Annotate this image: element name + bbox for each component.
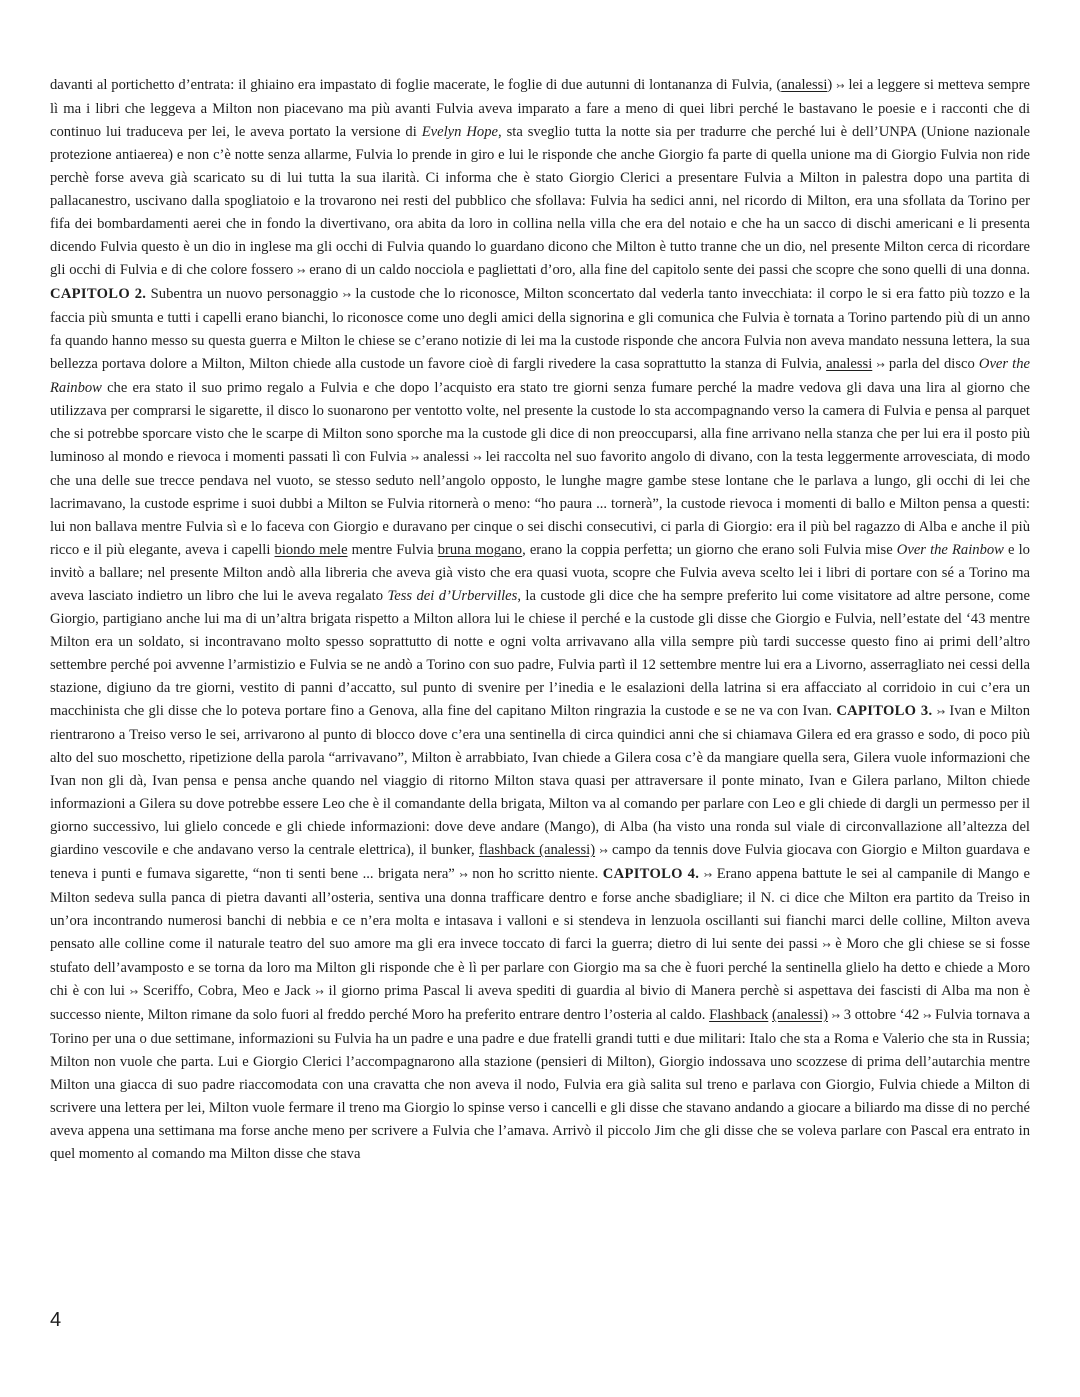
work-title: Over the Rainbow [896, 542, 1004, 558]
arrow-icon: ↣ [459, 870, 468, 881]
text-run: parla del disco [884, 356, 979, 372]
arrow-icon: ↣ [936, 707, 946, 718]
arrow-icon: ↣ [831, 1011, 841, 1022]
text-run: ) [827, 77, 837, 93]
arrow-icon: ↣ [410, 453, 420, 464]
text-run: , sta sveglio tutta la notte sia per tradurre che perché lui è dell’UNPA (Unione nazionale protezione antiaerea) e non c’è notte senza allarme, Fulvia lo prende in giro e lui le risponde che anche Giorgio fa parte di quella unione ma di Giorgio Fulvia non ride perchè forse aveva già scaricato su di lui tutta la sua ilarità. Ci informa che è stato Giorgio Clerici a presentare Fulvia a Milton in palestra dopo una partita di pallacanestro, uscivano dalla spogliatoio e la trovarono nei resti del pubblico che sfollava: Fulvia ha sedici anni, nel ricordo di Milton, era una sfollata da Torino per fifa dei bombardamenti aerei che in fondo la divertivano, ora abita da loro in collina nella villa che era del notaio e che ha un sacco di dischi americani e li presenta dicendo Fulvia questo è un dio in inglese ma gli occhi di Fulvia quando lo guardano dicono che Milton è tutto tranne che un dio, nel presente Milton cerca di ricordare gli occhi di Fulvia e di che colore fossero [50, 124, 1030, 278]
arrow-icon: ↣ [599, 846, 608, 857]
text-run: , erano la coppia perfetta; un giorno che erano soli Fulvia mise [522, 542, 897, 558]
arrow-icon: ↣ [822, 940, 831, 951]
text-run: analessi [419, 449, 474, 465]
text-run: , la custode gli dice che ha sempre preferito lui come visitatore ad altre persone, come Giorgio, partigiano anche lui ma di un’altra brigata rispetto a Milton allora lui le chiese il perché e la custode gli disse che Giorgio e Fulvia, nell’estate del ‘43 mentre Milton era un soldato, si incontravano molto spesso soprattutto di notte e ogni volta arrivavano alla villa sempre più tardi successe questo fino ai primi dell’altro settembre perché poi avvenne l’armistizio e Fulvia se ne andò a Torino con suo padre, Fulvia partì il 12 settembre mentre lui era a Livorno, asserragliato nei cessi della stazione, digiuno da tre giorni, vestito di panni d’accatto, sul punto di svenire per l’inedia e le esalazioni della latrina si era affacciato al corridoio in cui c’era un macchinista che gli disse che lo poteva portare fino a Genova, alla fine del capitano Milton ringrazia la custode e se ne va con Ivan. [50, 588, 1030, 719]
text-run: che era stato il suo primo regalo a Fulvia e che dopo l’acquisto era stato tre giorni senza fumare perché la madre vedova gli dava una lira al giorno che utilizzava per comprarsi le sigarette, il disco lo suonarono per ventotto volte, nel presente la custode lo sta accompagnando verso la camera di Fulvia e pensa al parquet che si potrebbe sporcare visto che le scarpe di Milton sono sporche ma la custode gli dice di non preoccuparsi, alla fine arrivano nella stanza che per lui era il posto più luminoso al mondo e rievoca i momenti passati lì con Fulvia [50, 380, 1030, 465]
arrow-icon: ↣ [922, 1011, 932, 1022]
text-run: Erano appena battute le sei al campanile di Mango e Milton sedeva sulla panca di pietra davanti all’osteria, sentiva una donna trafficare dentro e forse anche sbadigliare; il N. ci dice che Milton era partito da Treiso in un’ora incontrando numerosi banchi di nebbia e ce n’era molta e intasava i valloni e si stendeva in lenzuola oscillanti sui fianchi marci delle colline, Milton aveva pensato alle colline come il naturale teatro del suo amore ma gli era invece toccato di farci la guerra; dietro di lui sente dei passi [50, 866, 1031, 952]
text-run: Subentra un nuovo personaggio [146, 286, 343, 302]
text-run: lei raccolta nel suo favorito angolo di divano, con la testa leggermente arrovesciata, di modo che una delle sue trecce pendava nel vuoto, se stesso seduto nell’angolo opposto, le lunghe magre gambe stese lontane che le parlava a lungo, gli occhi di lei che lacrimavano, la custode esprime i suoi dubbi a Milton se Fulvia ritornerà o meno: “ho paura ... tornerà”, la custode rievoca i momenti di ballo e Milton pensa a questi: lui non ballava mentre Fulvia sì e lo faceva con Giorgio e duravano per cinque o sei dischi consecutivi, ci parla di Giorgio: era il più bel ragazzo di Alba e anche il più ricco e il più elegante, aveva i capelli [50, 449, 1030, 558]
text-run: e lo invitò a ballare; nel presente Milton andò alla libreria che aveva già visto che era quasi vuota, scopre che Fulvia aveva scelto lei i libri di portare con sé a Torino ma aveva lasciato indietro un libro che lui le aveva regalato [50, 542, 1030, 604]
analessi-label: analessi [826, 356, 873, 372]
chapter-heading: CAPITOLO 4. [602, 866, 700, 882]
arrow-icon: ↣ [836, 81, 845, 92]
chapter-heading: CAPITOLO 3. [836, 703, 933, 719]
arrow-icon: ↣ [703, 870, 713, 881]
arrow-icon: ↣ [296, 266, 306, 277]
text-run: Ivan e Milton rientrarono a Treiso verso le sei, arrivarono al punto di blocco dove c’era una sentinella di circa quindici anni che si chiamava Gilera ed era grasso e sodo, di poco più alto del suo moschetto, ripetizione della parola “arrivavano”, Milton è arrabbiato, Ivan chiede a Gilera cosa c’è da mangiare quella sera, Gilera vuole informazioni che Ivan non gli dà, Ivan pensa e pensa anche quando nel viaggio di ritorno Milton stava quasi per attraversare il ponte minato, Ivan e Gilera parlano, Milton chiede informazioni a Gilera su dove potrebbe essere Leo che è il comandante della brigata, Milton va al comando per parlare con Leo e gli chiede di dargli un permesso per il giorno successivo, lui glielo concede e gli chiede informazioni: dove deve andare (Mango), di Alba (ha visto una ronda sul viale di circonvallazione all’altezza del giardino vescovile e che andavano verso la centrale elettrica), il bunker, [50, 703, 1030, 858]
text-run: Sceriffo, Cobra, Meo e Jack [138, 983, 316, 999]
work-title: Tess dei d’Urbervilles [387, 588, 518, 604]
document-body [50, 74, 1030, 1166]
summary-paragraph [50, 74, 1030, 1166]
arrow-icon: ↣ [315, 987, 324, 998]
underlined-phrase: bruna mogano [437, 542, 523, 558]
text-run: è Moro che gli chiese se si fosse stufato dell’avamposto e se torna da loro ma Milton gli risponde che è lì per parlare con Giorgio ma sa che è fuori perché la sentinella glielo ha detto e chiede a Moro chi è con lui [50, 936, 1031, 999]
text-run: lei a leggere si metteva sempre lì ma i libri che leggeva a Milton non piacevano ma più avanti Fulvia aveva imparato a fare a meno di quei libri perché le bastavano le poesie e i racconti che di continuo lui traduceva per lei, le aveva portato la versione di [50, 77, 1031, 140]
text-run: erano di un caldo nocciola e pagliettati d’oro, alla fine del capitolo sente dei passi che scopre che sono quelli di una donna. [305, 262, 1031, 278]
arrow-icon: ↣ [876, 360, 885, 371]
analessi-label: analessi [781, 77, 828, 93]
text-run: il giorno prima Pascal li aveva spediti di guardia al bivio di Manera perchè si aspettava dei fascisti di Alba ma non è successo niente, Milton rimane da solo fuori al freddo perché Moro ha preferito entrare dentro l’osteria al caldo. [50, 983, 1030, 1023]
arrow-icon: ↣ [129, 987, 139, 998]
flashback-label: Flashback [709, 1007, 769, 1023]
text-run: mentre Fulvia [347, 542, 438, 558]
text-run: la custode che lo riconosce, Milton sconcertato dal vederla tanto invecchiata: il corpo le si era fatto più tozzo e la faccia più smunta e tutti i capelli erano bianchi, lo riconosce come uno degli amici della signorina e gli comunica che Fulvia è tornata a Torino partendo più di un anno fa quando hanno messo su questa guerra e Milton le chiese se c’erano notizie di lei ma la custode risponde che ancora Fulvia non aveva mandato nessuna lettera, la sua bellezza portava dolore a Milton, Milton chiede alla custode un favore cioè di fargli rivedere la casa soprattutto la stanza di Fulvia, [50, 286, 1031, 372]
arrow-icon: ↣ [473, 453, 482, 464]
text-run: Fulvia tornava a Torino per una o due settimane, informazioni su Fulvia ha un padre e una padre e due fratelli grandi tutti e due militari: Italo che sta a Roma e Valerio che sta in Russia; Milton non vuole che parta. Lui e Giorgio Clerici l’accompagnarono alla stazione (pensieri di Milton), Giorgio indossava uno scozzese di prima dell’autarchia mentre Milton una giacca di suo padre riaccomodata con una cravatta che non aveva il nodo, Fulvia era già salita sul treno e parlava con Giorgio, Fulvia chiede a Milton di scrivere una lettera per lei, Milton vuole fermare il treno ma Giorgio lo spinse verso i cancelli e gli disse che stavano andando a giocare a biliardo ma disse di no perché aveva appena una settimana ma forse anche meno per scrivere a Fulvia che l’amava. Arrivò il piccolo Jim che gli disse che se voleva parlare con Pascal era entrato in quel momento al comando ma Milton disse che stava [50, 1007, 1030, 1162]
arrow-icon: ↣ [342, 290, 351, 301]
text-run: non ho scritto niente. [467, 866, 603, 882]
flashback-label: flashback (analessi) [478, 842, 596, 858]
text-run: campo da tennis dove Fulvia giocava con Giorgio e Milton guardava e teneva i punti e fumava sigarette, “non ti senti bene ... brigata nera” [50, 842, 1030, 882]
work-title: Over the Rainbow [50, 356, 1030, 396]
analessi-label: (analessi) [772, 1007, 828, 1023]
underlined-phrase: biondo mele [274, 542, 348, 558]
work-title: Evelyn Hope [421, 124, 498, 140]
chapter-heading: CAPITOLO 2. [50, 286, 147, 302]
text-run: davanti al portichetto d’entrata: il ghiaino era impastato di foglie macerate, le foglie di due autunni di lontananza di Fulvia, ( [50, 77, 782, 93]
page-number: 4 [50, 1309, 62, 1331]
text-run: 3 ottobre ‘42 [840, 1007, 923, 1023]
